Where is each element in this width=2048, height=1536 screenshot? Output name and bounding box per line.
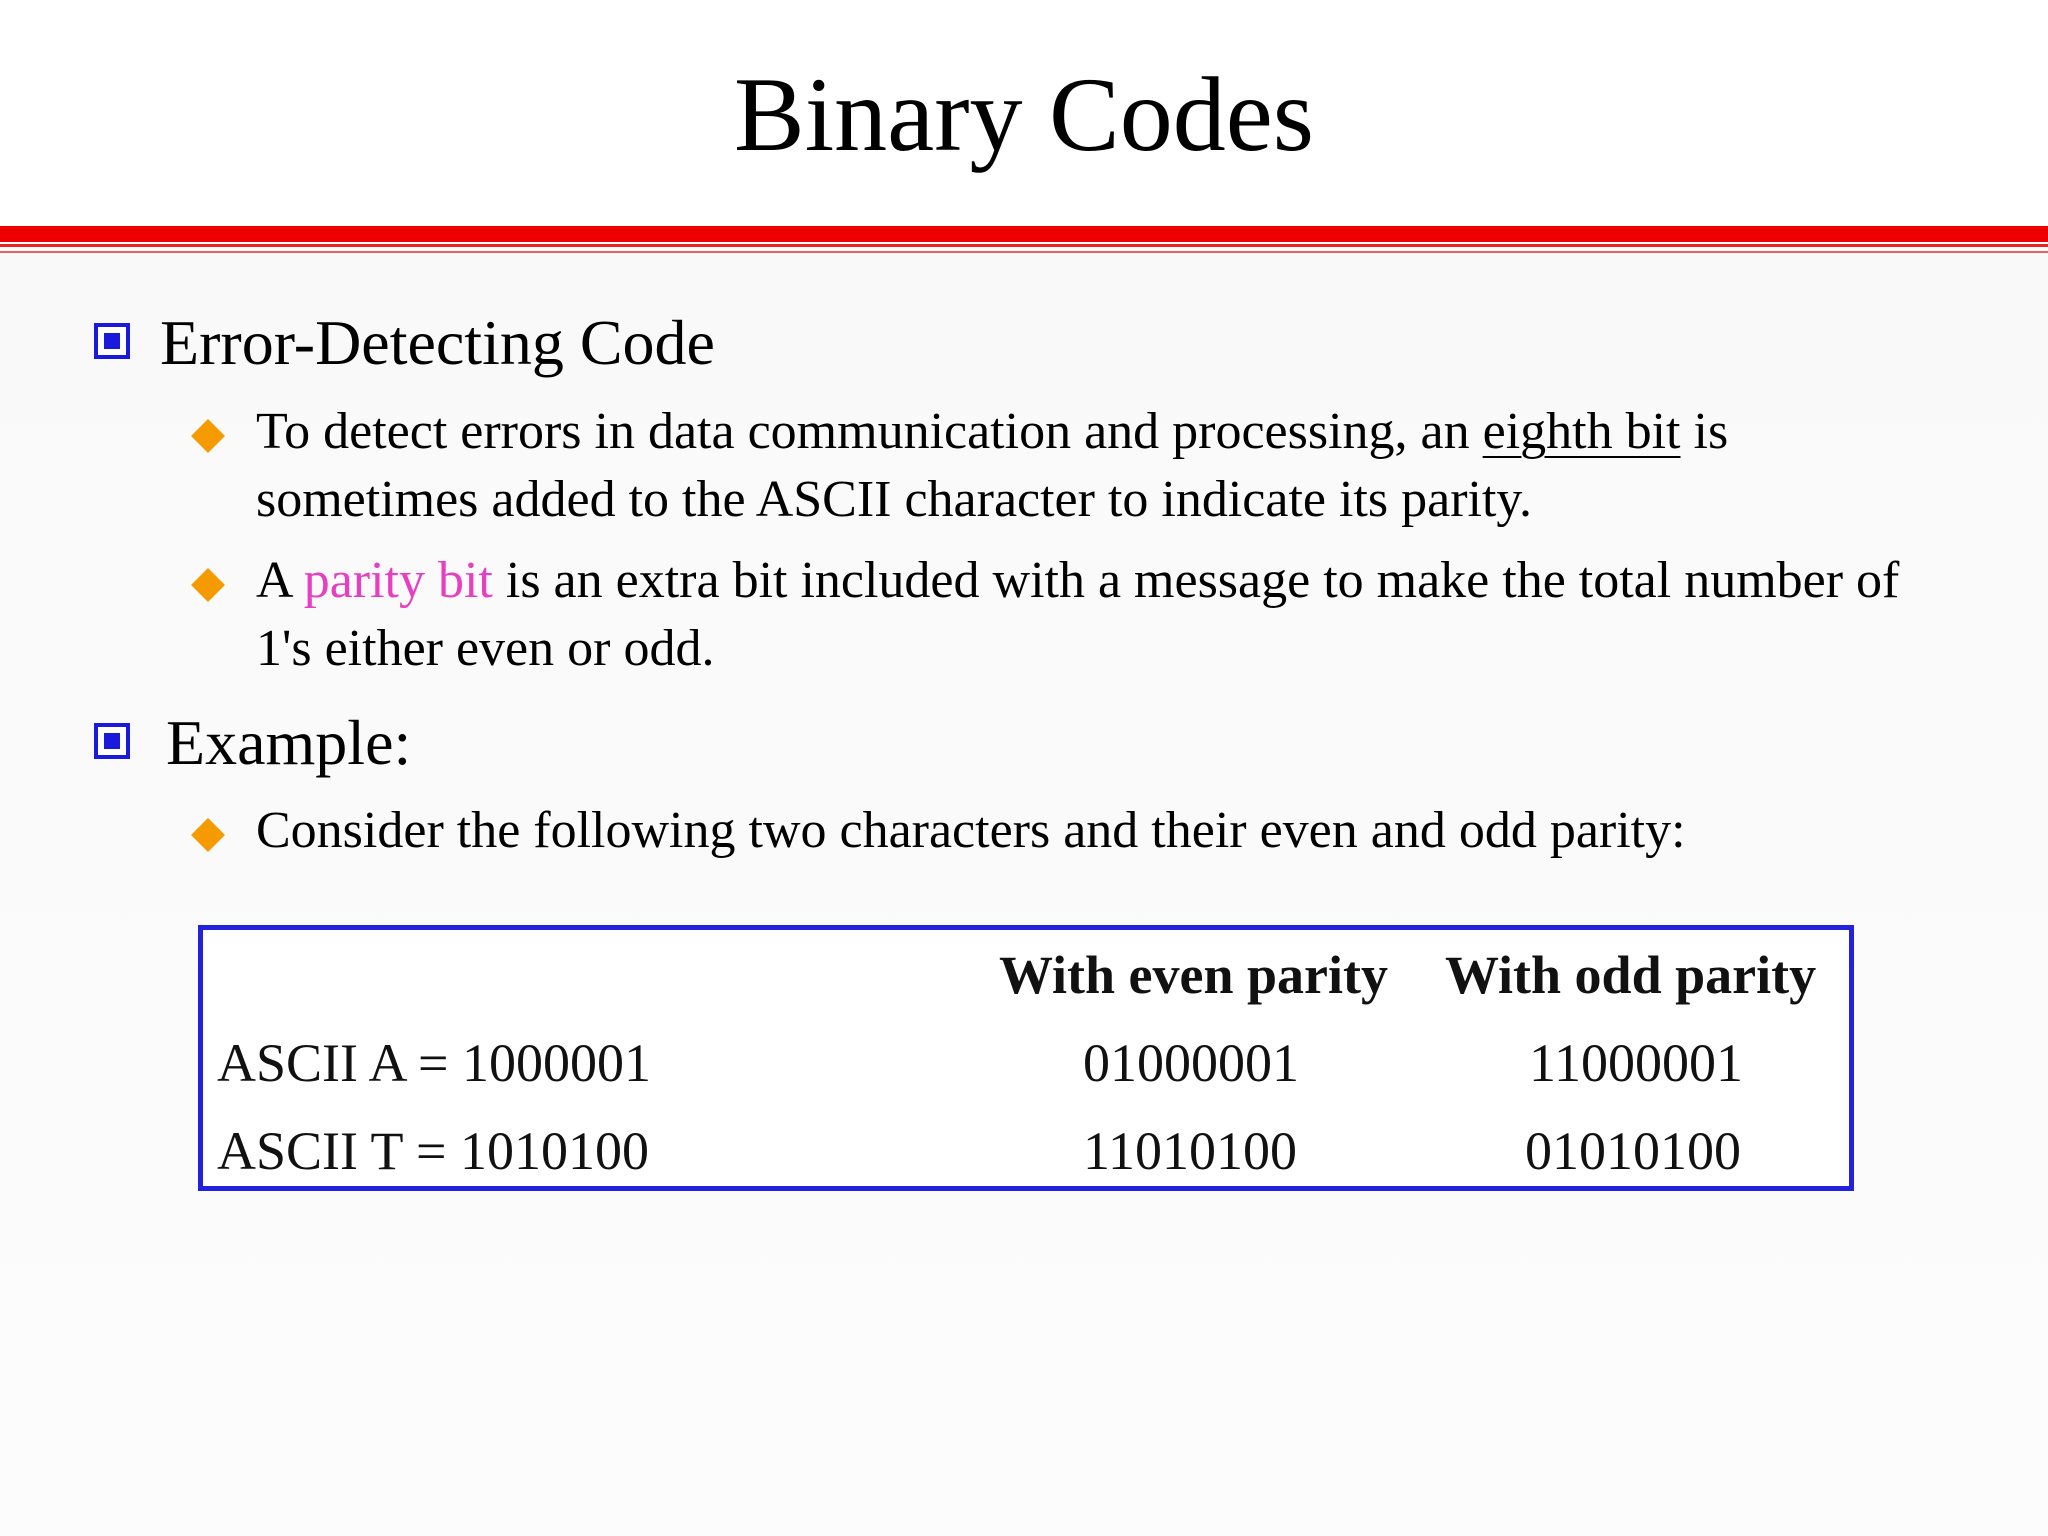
title-rule-thin: [0, 244, 2048, 247]
table-cell-odd: 01010100: [1525, 1121, 1741, 1181]
bullet-text: [256, 398, 1906, 534]
table-cell-even: 01000001: [1083, 1033, 1299, 1093]
underlined-term: eighth bit: [1482, 403, 1681, 460]
bullet-text-part: is sometimes added to the ASCII character to indicate its parity.: [256, 403, 1729, 528]
heading-text: Example:: [166, 707, 412, 778]
boxed-square-bullet-icon: [94, 723, 130, 759]
bullet-text: [256, 547, 1906, 683]
title-rule-thin-lower: [0, 251, 2048, 253]
heading-text: Error-Detecting Code: [160, 307, 715, 378]
diamond-bullet-icon: [191, 568, 225, 602]
parity-table: [198, 925, 1854, 1191]
title-rule-thick: [0, 226, 2048, 242]
table-header-odd: With odd parity: [1445, 945, 1817, 1005]
table-cell-char: ASCII T = 1010100: [217, 1121, 649, 1181]
bullet-text-part: A: [256, 552, 304, 609]
slide-title: Binary Codes: [734, 56, 1314, 173]
diamond-bullet-icon: [191, 818, 225, 852]
table-header-even: With even parity: [999, 945, 1388, 1005]
bullet-text-part: To detect errors in data communication and processing, an: [256, 403, 1483, 460]
boxed-square-bullet-icon: [94, 323, 130, 359]
table-cell-odd: 11000001: [1529, 1033, 1743, 1093]
bullet-text: Consider the following two characters and their even and odd parity:: [256, 802, 1686, 859]
diamond-bullet-icon: [191, 419, 225, 453]
table-cell-even: 11010100: [1083, 1121, 1297, 1181]
highlighted-term: parity bit: [303, 552, 493, 609]
bullet-text-part: is an extra bit included with a message to make the total number of 1's either even or odd.: [256, 552, 1900, 677]
table-cell-char: ASCII A = 1000001: [217, 1033, 652, 1093]
